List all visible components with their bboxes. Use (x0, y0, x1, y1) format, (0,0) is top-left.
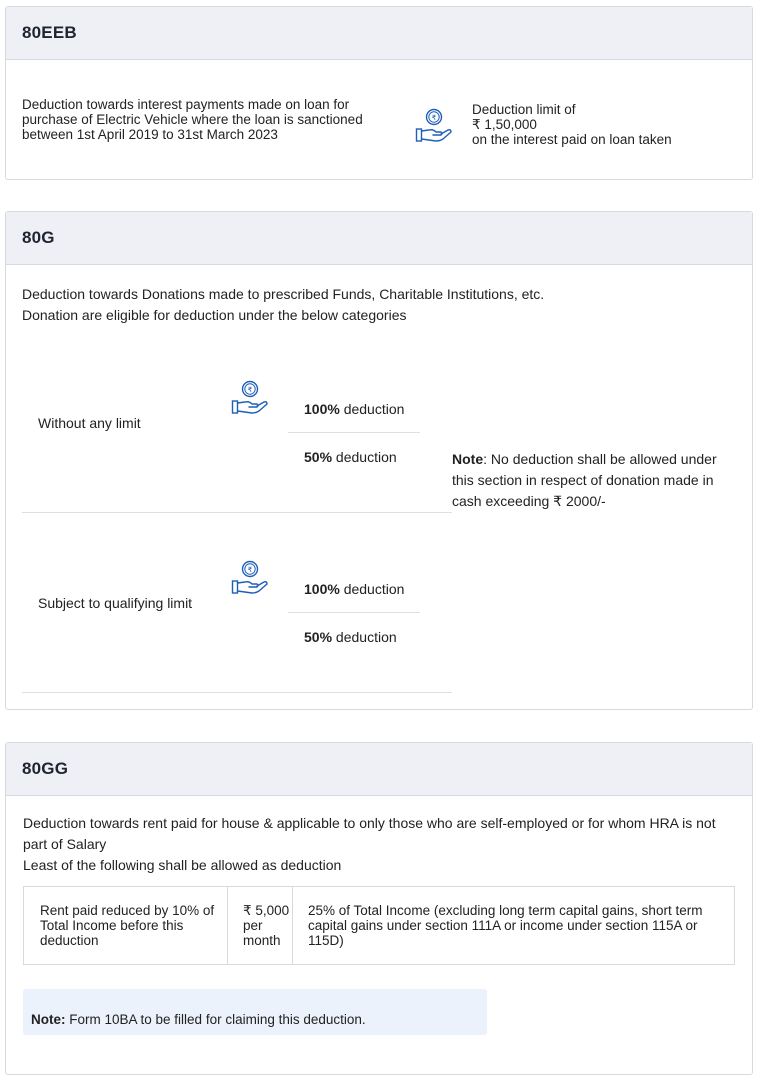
deduction-percent: 50% (304, 629, 333, 645)
deduction-text: deduction (332, 629, 397, 645)
deduction-option (304, 629, 397, 645)
section-code: 80G (22, 228, 55, 247)
section-80gg-card (5, 742, 753, 1075)
category-row-without-limit (22, 333, 452, 513)
description-line: Deduction towards rent paid for house & applicable to only those who are self-employed or for whom HRA is not part of Salary (23, 815, 716, 852)
deduction-option (304, 401, 404, 417)
option-divider (288, 432, 420, 433)
table-cell: Rent paid reduced by 10% of Total Income before this deduction (24, 887, 228, 964)
section-description (22, 284, 544, 326)
limit-label: Deduction limit of (472, 102, 576, 117)
rupee-hand-icon (414, 108, 454, 148)
deduction-options-table (23, 886, 735, 965)
limit-suffix: on the interest paid on loan taken (472, 132, 672, 147)
deduction-limit (472, 102, 672, 147)
svg-text:₹: ₹ (247, 566, 253, 574)
section-80eeb-card (5, 6, 753, 180)
section-header (6, 7, 752, 60)
section-description (23, 813, 733, 876)
section-header (6, 212, 752, 265)
section-note (452, 449, 742, 512)
svg-text:₹: ₹ (247, 386, 253, 394)
category-label: Without any limit (38, 415, 141, 431)
svg-text:₹: ₹ (431, 114, 437, 122)
option-divider (288, 612, 420, 613)
note-text: Form 10BA to be filled for claiming this deduction. (65, 1012, 366, 1027)
rupee-hand-icon (230, 380, 270, 420)
category-label: Subject to qualifying limit (38, 595, 193, 611)
section-note (23, 989, 487, 1035)
section-header (6, 743, 752, 796)
deduction-option (304, 449, 397, 465)
least-of-text: Least of the following shall be allowed as deduction (23, 857, 342, 873)
category-row-qualifying-limit (22, 513, 452, 693)
note-label: Note (452, 451, 484, 467)
table-cell: 25% of Total Income (excluding long term capital gains, short term capital gains under section 111A or income under section 115A or 115D) (308, 903, 703, 948)
deduction-percent: 50% (304, 449, 333, 465)
table-cell: ₹ 5,000 per month (228, 887, 293, 964)
deduction-text: deduction (339, 401, 405, 417)
section-code: 80GG (22, 759, 69, 778)
deduction-option (304, 581, 404, 597)
deduction-text: deduction (332, 449, 397, 465)
note-text: : No deduction shall be allowed under this section in respect of donation made in cash exceeding ₹ 2000/- (452, 451, 717, 509)
limit-amount: ₹ 1,50,000 (472, 117, 537, 132)
rupee-hand-icon (230, 560, 270, 600)
section-description: Deduction towards interest payments made on loan for purchase of Electric Vehicle where the loan is sanctioned between 1st April 2019 to 31st March 2023 (22, 97, 363, 142)
note-label: Note: (31, 1012, 66, 1027)
section-code: 80EEB (22, 23, 77, 42)
deduction-percent: 100% (304, 581, 340, 597)
description-line: Deduction towards Donations made to prescribed Funds, Charitable Institutions, etc. (22, 286, 545, 302)
description-line: Donation are eligible for deduction under the below categories (22, 307, 407, 323)
section-80g-card (5, 211, 753, 710)
deduction-text: deduction (339, 581, 405, 597)
deduction-percent: 100% (304, 401, 340, 417)
